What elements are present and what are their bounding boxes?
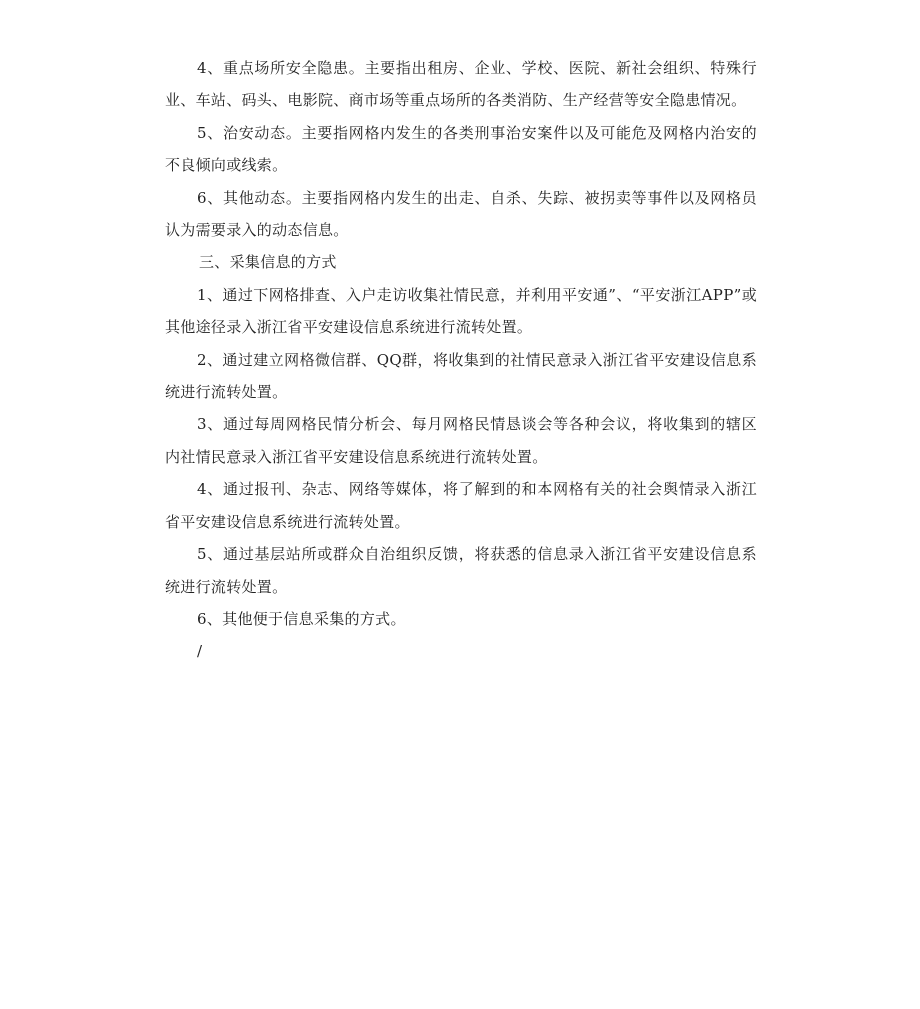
method-paragraph-3: 3、通过每周网格民情分析会、每月网格民情恳谈会等各种会议，将收集到的辖区内社情民意录入浙江省平安建设信息系统进行流转处置。	[165, 415, 757, 466]
trailing-mark: /	[197, 642, 203, 661]
method-paragraph-5: 5、通过基层站所或群众自治组织反馈，将获悉的信息录入浙江省平安建设信息系统进行流转处置。	[165, 545, 757, 596]
method-paragraph-2: 2、通过建立网格微信群、QQ群，将收集到的社情民意录入浙江省平安建设信息系统进行流转处置。	[165, 350, 757, 402]
method-paragraph-6: 6、其他便于信息采集的方式。	[197, 609, 406, 628]
section-heading: 三、采集信息的方式	[199, 253, 337, 272]
paragraph-other-dynamics: 6、其他动态。主要指网格内发生的出走、自杀、失踪、被拐卖等事件以及网格员认为需要录入的动态信息。	[165, 188, 757, 240]
paragraph-public-security: 5、治安动态。主要指网格内发生的各类刑事治安案件以及可能危及网格内治安的不良倾向或线索。	[165, 123, 757, 175]
method-paragraph-1: 1、通过下网格排查、入户走访收集社情民意，并利用平安通”、“平安浙江APP”或其他途径录入浙江省平安建设信息系统进行流转处置。	[165, 285, 757, 337]
paragraph-key-sites: 4、重点场所安全隐患。主要指出租房、企业、学校、医院、新社会组织、特殊行业、车站、码头、电影院、商市场等重点场所的各类消防、生产经营等安全隐患情况。	[165, 59, 757, 110]
method-paragraph-4: 4、通过报刊、杂志、网络等媒体，将了解到的和本网格有关的社会舆情录入浙江省平安建设信息系统进行流转处置。	[165, 480, 757, 531]
document-page	[165, 52, 757, 668]
